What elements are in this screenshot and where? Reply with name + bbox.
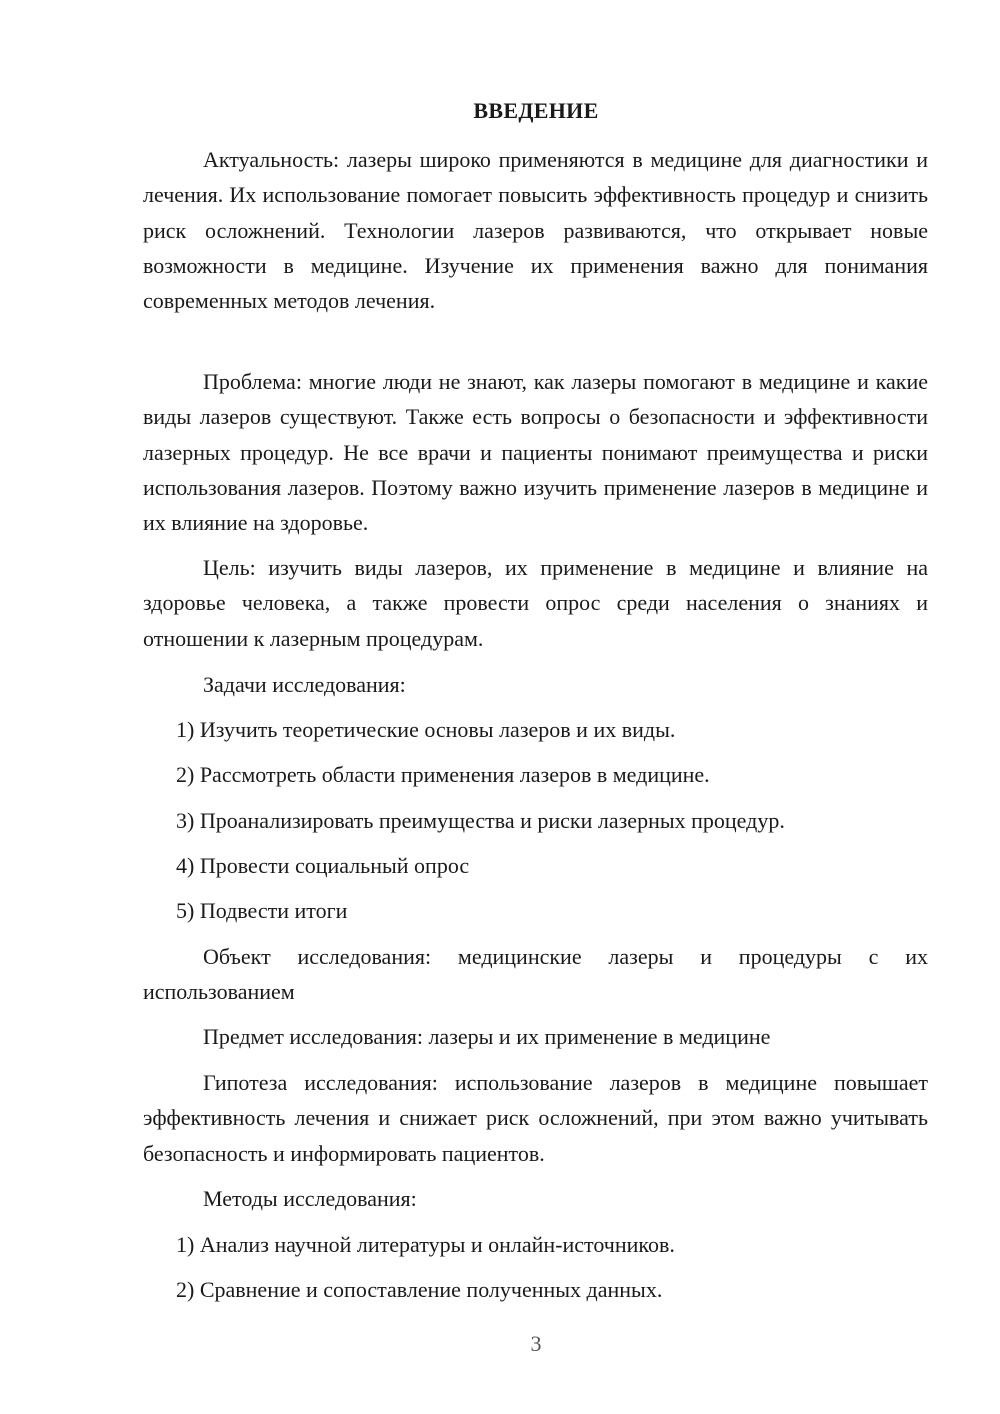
task-item-4: 4) Провести социальный опрос (176, 853, 470, 878)
tasks-title: Задачи исследования: (203, 672, 406, 697)
task-item-2: 2) Рассмотреть области применения лазеров в медицине. (176, 762, 710, 787)
paragraph-problem: Проблема: многие люди не знают, как лазеры помогают в медицине и какие виды лазеров существуют. Также есть вопросы о безопасности и эффективности лазерных процедур. Не все врачи и пациенты понимают преимущества и риски использования лазеров. Поэтому важно изучить применение лазеров в медицине и их влияние на здоровье. (143, 369, 928, 536)
page-number: 3 (530, 1331, 542, 1356)
paragraph-object: Объект исследования: медицинские лазеры и процедуры с их использованием (143, 944, 928, 1005)
methods-title: Методы исследования: (203, 1186, 417, 1211)
paragraph-goal: Цель: изучить виды лазеров, их применение в медицине и влияние на здоровье человека, а также провести опрос среди населения о знаниях и отношении к лазерным процедурам. (143, 555, 928, 651)
paragraph-hypothesis: Гипотеза исследования: использование лазеров в медицине повышает эффективность лечения и снижает риск осложнений, при этом важно учитывать безопасность и информировать пациентов. (143, 1070, 928, 1166)
page-title: ВВЕДЕНИЕ (473, 98, 599, 123)
paragraph-subject: Предмет исследования: лазеры и их применение в медицине (203, 1024, 771, 1049)
task-item-5: 5) Подвести итоги (176, 898, 348, 923)
task-item-1: 1) Изучить теоретические основы лазеров и их виды. (176, 717, 676, 742)
method-item-1: 1) Анализ научной литературы и онлайн-источников. (176, 1232, 675, 1257)
task-item-3: 3) Проанализировать преимущества и риски лазерных процедур. (176, 808, 785, 833)
paragraph-relevance: Актуальность: лазеры широко применяются в медицине для диагностики и лечения. Их использование помогает повысить эффективность процедур и снизить риск осложнений. Технологии лазеров развиваются, что открывает новые возможности в медицине. Изучение их применения важно для понимания современных методов лечения. (143, 147, 928, 314)
method-item-2: 2) Сравнение и сопоставление полученных данных. (176, 1277, 663, 1302)
